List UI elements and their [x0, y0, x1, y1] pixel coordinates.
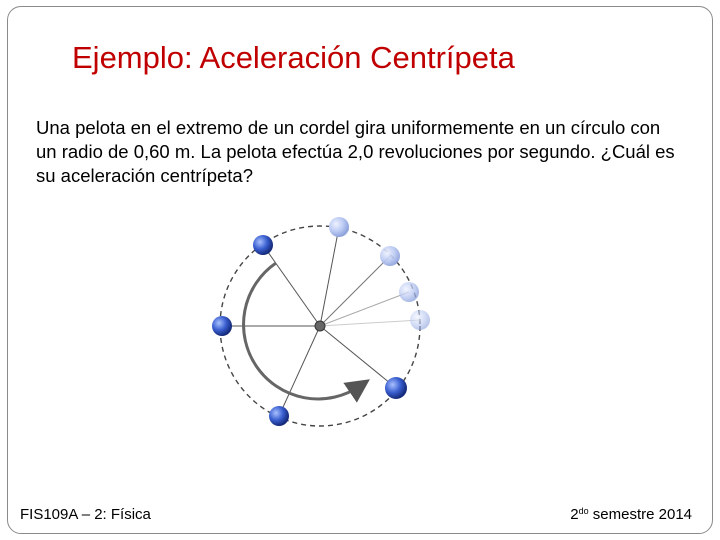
- footer-semester-ordinal: do: [578, 506, 589, 516]
- problem-statement: Una pelota en el extremo de un cordel gira uniformemente en un círculo con un radio de 0,60 m. La pelota efectúa 2,0 revoluciones por segundo. ¿Cuál es su aceleración centrípeta?: [36, 117, 675, 186]
- circular-motion-diagram: [196, 208, 446, 438]
- footer-semester-number: 2: [570, 506, 579, 523]
- ball-bottom-right: [385, 377, 407, 399]
- center-pivot: [315, 321, 325, 331]
- ball-faint-3: [380, 246, 400, 266]
- ball-bottom: [269, 406, 289, 426]
- ball-faint-4: [399, 282, 419, 302]
- ball-left: [212, 316, 232, 336]
- footer-semester: [570, 506, 692, 523]
- ball-faint-5: [410, 310, 430, 330]
- slide-title: Ejemplo: Aceleración Centrípeta: [72, 40, 515, 75]
- footer-course: FIS109A – 2: Física: [20, 506, 151, 523]
- footer-semester-text: semestre 2014: [588, 506, 692, 523]
- ball-1: [253, 235, 273, 255]
- ball-faint-2: [329, 217, 349, 237]
- rotation-arrow: [244, 263, 360, 399]
